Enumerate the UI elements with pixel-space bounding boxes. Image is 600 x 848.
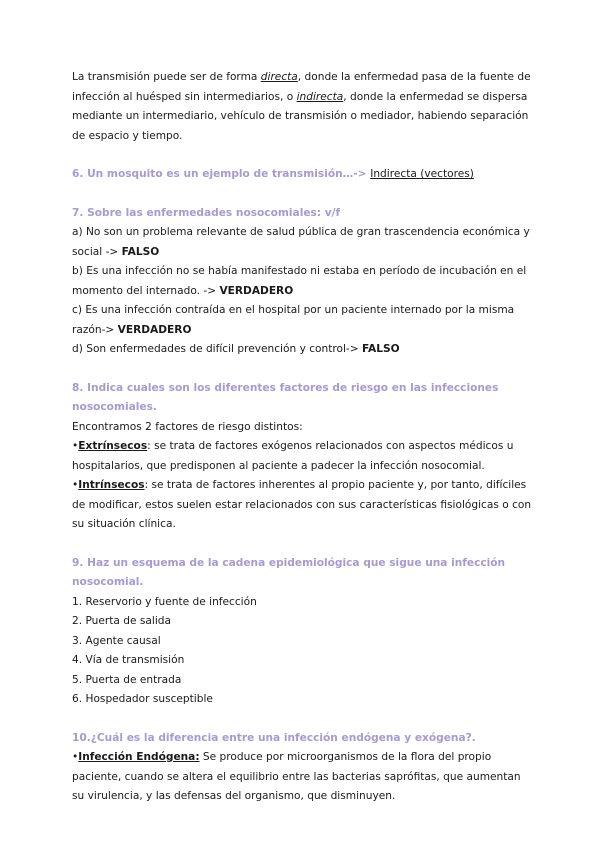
chain-item-6: 6. Hospedador susceptible <box>72 693 213 705</box>
bullet: • <box>72 440 79 452</box>
document-body <box>72 68 532 807</box>
question-7-heading: 7. Sobre las enfermedades nosocomiales: v/f <box>72 206 341 219</box>
chain-item-1: 1. Reservorio y fuente de infección <box>72 595 257 608</box>
chain-item-5: 5. Puerta de entrada <box>72 673 182 686</box>
term-infeccion-endogena: Infección Endógena: <box>78 751 200 763</box>
risk-factor-extrinsecos: •Extrínsecos: se trata de factores exógenos relacionados con aspectos médicos u hospitalarios, que predisponen al paciente a padecer la infección nosocomial. <box>72 440 514 472</box>
risk-factor-intrinsecos: •Intrínsecos: se trata de factores inherentes al propio paciente y, por tanto, difíciles de modificar, estos suelen estar relacionados con sus características fisiológicas o con su situación clínica. <box>72 479 532 530</box>
chain-item-4: 4. Vía de transmisión <box>72 654 185 666</box>
question-7-item-d: d) Son enfermedades de difícil prevención y control-> FALSO <box>72 343 400 355</box>
term-intrinsecos: Intrínsecos <box>78 479 145 491</box>
infection-endogena: •Infección Endógena: Se produce por microorganismos de la flora del propio paciente, cuando se altera el equilibrio entre las bacterias saprófitas, que aumentan su virulencia, y las defensas del organismo, que disminuyen. <box>72 751 521 802</box>
question-10-heading: 10.¿Cuál es la diferencia entre una infección endógena y exógena?. <box>72 731 476 744</box>
term-directa: directa <box>260 71 298 83</box>
question-6 <box>72 165 532 185</box>
question-9-heading: 9. Haz un esquema de la cadena epidemiológica que sigue una infección nosocomial. <box>72 556 506 588</box>
intro-paragraph: La transmisión puede ser de forma directa, donde la enfermedad pasa de la fuente de infección al huésped sin intermediarios, o indirecta, donde la enfermedad se dispersa mediante un intermediario, vehículo de transmisión o mediador, habiendo separación de espacio y tiempo. <box>72 71 531 142</box>
chain-item-3: 3. Agente causal <box>72 634 161 647</box>
question-8-heading: 8. Indica cuales son los diferentes factores de riesgo en las infecciones nosocomiales. <box>72 381 499 413</box>
question-7-item-a: a) No son un problema relevante de salud pública de gran trascendencia económica y social -> FALSO <box>72 226 530 258</box>
question-6-heading: 6. Un mosquito es un ejemplo de transmisión…-> <box>72 168 371 180</box>
chain-item-2: 2. Puerta de salida <box>72 615 172 627</box>
bullet: • <box>72 751 79 763</box>
question-8-intro: Encontramos 2 factores de riesgo distintos: <box>72 420 303 433</box>
bullet: • <box>72 479 79 491</box>
question-7-item-b: b) Es una infección no se había manifestado ni estaba en período de incubación en el momento del internado. -> VERDADERO <box>72 265 527 297</box>
term-indirecta: indirecta <box>296 90 344 103</box>
term-extrinsecos: Extrínsecos <box>78 440 148 452</box>
question-6-answer: Indirecta (vectores) <box>370 168 474 180</box>
question-7-item-c: c) Es una infección contraída en el hospital por un paciente internado por la misma razón-> VERDADERO <box>72 304 515 336</box>
